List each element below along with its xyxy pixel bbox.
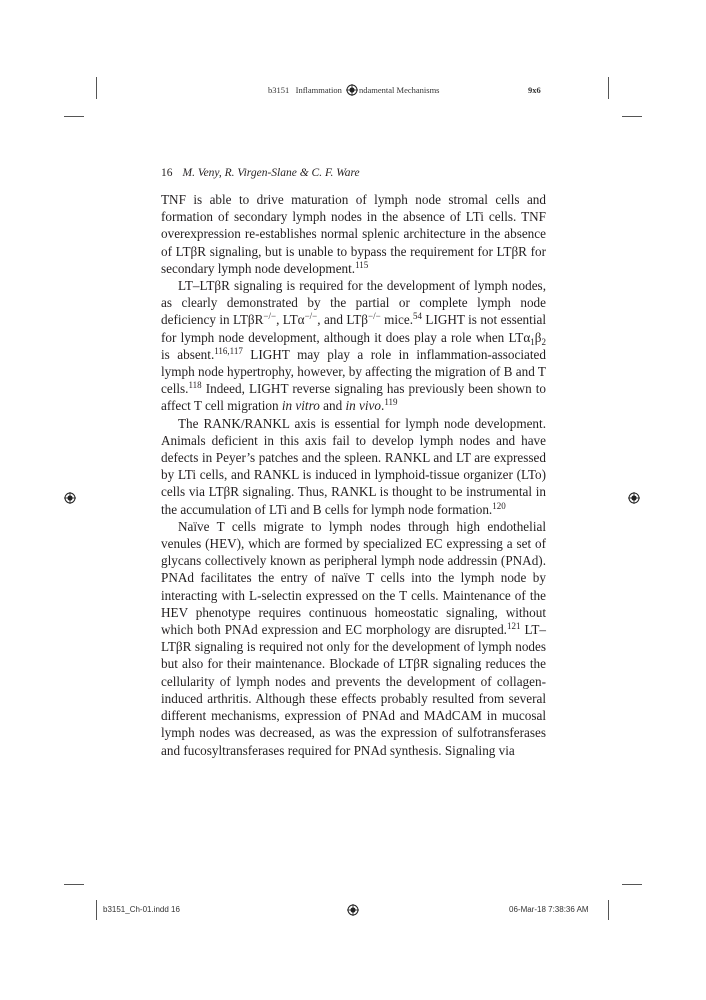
- superscript: 119: [384, 397, 398, 408]
- paragraph: [161, 518, 546, 759]
- text-run: and: [319, 398, 346, 414]
- slug-datetime: 06-Mar-18 7:38:36 AM: [509, 905, 589, 914]
- crop-mark: [622, 884, 642, 885]
- running-head: [161, 167, 360, 179]
- subscript: 1: [530, 336, 535, 347]
- superscript: 118: [188, 380, 202, 391]
- superscript: −/−: [304, 311, 318, 322]
- text-run: The RANK/RANKL axis is essential for lymph node development. Animals deficient in this axis fail to develop lymph nodes and have defects in Peyer’s patches and the spleen. RANKL and LT are expressed by LTi cells, and RANKL is induced in lymphoid-tissue organizer (LTo) cells via LTβR signaling. Thus, RANKL is thought to be instrumental in the accumulation of LTi and B cells for lymph node formation.: [161, 415, 546, 517]
- slug-title-right: ndamental Mechanisms: [359, 85, 440, 95]
- text-run: Indeed, LIGHT reverse signaling has previously been shown to affect T cell migration: [161, 381, 546, 414]
- paragraph: [161, 191, 546, 277]
- text-run: is absent.: [161, 346, 215, 362]
- text-run: LIGHT may play a role in inflammation-associated lymph node hypertrophy, however, by affecting the migration of B and T cells.: [161, 346, 546, 397]
- superscript: 120: [492, 500, 506, 511]
- crop-mark: [96, 900, 97, 920]
- crop-mark: [64, 884, 84, 885]
- subscript: 2: [541, 336, 546, 347]
- crop-mark: [608, 900, 609, 920]
- text-run: LT–LTβR signaling is required for the development of lymph nodes, as clearly demonstrated by the partial or complete lymph node deficiency in LTβR: [161, 278, 546, 328]
- text-run: Naïve T cells migrate to lymph nodes through high endothelial venules (HEV), which are formed by specialized EC expressing a set of glycans collectively known as peripheral lymph node addressin (PNAd). PNAd facilitates the entry of naïve T cells into the lymph node by interacting with L-selectin expressed on the T cells. Maintenance of the HEV phenotype requires continuous homeostatic signaling, without which both PNAd expression and EC morphology are disrupted.: [161, 518, 546, 638]
- text-run: mice.: [380, 312, 413, 328]
- body-text: [161, 191, 546, 759]
- registration-mark-icon: [64, 492, 76, 504]
- paragraph: [161, 277, 546, 415]
- registration-mark-icon: [346, 84, 358, 96]
- slug-top: [268, 85, 342, 95]
- crop-mark: [608, 77, 609, 99]
- text-run: LT–LTβR signaling is required not only for the development of lymph nodes but also for their maintenance. Blockade of LTβR signaling reduces the cellularity of lymph nodes and prevents the development of collagen-induced arthritis. Although these effects probably resulted from several different mechanisms, expression of PNAd and MAdCAM in mucosal lymph nodes was decreased, as was the expression of sulfotransferases and fucosyltransferases required for PNAd synthesis. Signaling via: [161, 622, 546, 758]
- superscript: 116,117: [214, 345, 243, 356]
- registration-mark-icon: [628, 492, 640, 504]
- superscript: 115: [355, 259, 369, 270]
- superscript: −/−: [263, 311, 277, 322]
- running-head-authors: M. Veny, R. Virgen-Slane & C. F. Ware: [182, 167, 360, 179]
- superscript: 54: [413, 311, 422, 322]
- slug-trim: 9x6: [528, 85, 541, 95]
- text-run: , and LTβ: [317, 312, 368, 328]
- page-number: 16: [161, 167, 173, 179]
- slug-title-left: Inflammation: [295, 85, 342, 95]
- superscript: 121: [506, 621, 521, 632]
- text-run: TNF is able to drive maturation of lymph node stromal cells and formation of secondary lymph nodes in the absence of LTi cells. TNF overexpression re-establishes normal splenic architecture in the absence of LTβR signaling, but is unable to bypass the requirement for LTβR for secondary lymph node development.: [161, 192, 546, 276]
- registration-mark-icon: [347, 904, 359, 916]
- text-run: β: [534, 329, 542, 345]
- crop-mark: [96, 77, 97, 99]
- crop-mark: [64, 116, 84, 117]
- italic-run: in vitro: [281, 398, 320, 414]
- slug-job: b3151: [268, 85, 290, 95]
- paragraph: [161, 415, 546, 518]
- crop-mark: [622, 116, 642, 117]
- text-run: , LTα: [276, 312, 305, 328]
- text-run: LIGHT is not essential for lymph node development, although it does play a role when LTα: [161, 312, 546, 345]
- superscript: −/−: [368, 311, 381, 322]
- italic-run: in vivo: [345, 398, 382, 414]
- text-run: .: [381, 398, 385, 414]
- slug-file: b3151_Ch-01.indd 16: [103, 905, 180, 914]
